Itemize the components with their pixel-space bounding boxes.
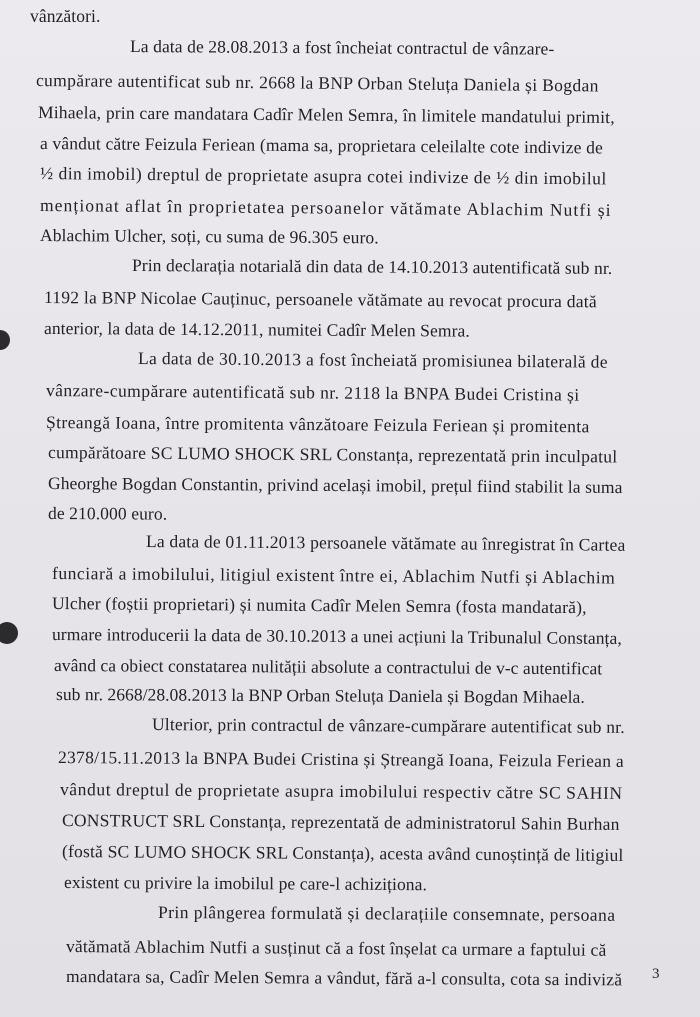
text-line: (fostă SC LUMO SHOCK SRL Constanța), acesta având cunoștință de litigiul	[61, 841, 624, 865]
text-line: funciară a imobilului, litigiul existent între ei, Ablachim Nutfi și Ablachim	[51, 563, 616, 588]
text-line: de 210.000 euro.	[47, 503, 168, 524]
text-line: La data de 28.08.2013 a fost încheiat contractul de vânzare-	[129, 36, 555, 59]
text-line: vândut dreptul de proprietate asupra imobilului respectiv către SC SAHIN	[59, 779, 623, 803]
punch-hole-top	[0, 330, 10, 350]
text-line: La data de 01.11.2013 persoanele vătămate au înregistrat în Cartea	[145, 531, 626, 555]
text-line: vătămată Ablachim Nutfi a susținut că a fost înșelat ca urmare a faptului că	[65, 936, 607, 960]
text-line: vânzători.	[30, 6, 101, 26]
page-number: 3	[652, 966, 660, 982]
text-line: La data de 30.10.2013 a fost încheiată promisiunea bilaterală de	[137, 348, 609, 372]
text-line: 1192 la BNP Nicolae Cauținuc, persoanele vătămate au revocat procura dată	[43, 287, 597, 312]
text-line: Ulterior, prin contractul de vânzare-cumpărare autentificat sub nr.	[151, 714, 625, 737]
text-line: având ca obiect constatarea nulității absolute a contractului de v-c autentificat	[53, 655, 603, 679]
text-line: sub nr. 2668/28.08.2013 la BNP Orban Steluța Daniela și Bogdan Mihaela.	[55, 684, 585, 707]
text-line: vânzare-cumpărare autentificată sub nr. 2118 la BNPA Budei Cristina și	[45, 380, 580, 405]
punch-hole-middle	[0, 622, 18, 644]
text-line: Ulcher (foștii proprietari) și numita Cadîr Melen Semra (fosta mandatară),	[51, 593, 587, 618]
text-line: cumpărătoare SC LUMO SHOCK SRL Constanța, reprezentată prin inculpatul	[47, 442, 618, 467]
text-line: a vândut către Feizula Feriean (mama sa, proprietara celeilalte cote indivize de	[39, 133, 604, 158]
text-line: Ștreangă Ioana, între promitenta vânzătoare Feizula Feriean și promitenta	[45, 412, 590, 437]
text-line: Prin declarația notarială din data de 14.10.2013 autentificată sub nr.	[131, 255, 613, 278]
text-line: urmare introducerii la data de 30.10.2013 a unei acțiuni la Tribunalul Constanța,	[51, 624, 622, 648]
text-line: 2378/15.11.2013 la BNPA Budei Cristina și Ștreangă Ioana, Feizula Feriean a	[57, 747, 625, 771]
text-line: Ablachim Ulcher, soți, cu suma de 96.305 euro.	[39, 225, 379, 248]
text-line: anterior, la data de 14.12.2011, numitei Cadîr Melen Semra.	[43, 318, 470, 341]
text-line: Prin plângerea formulată și declarațiile consemnate, persoana	[157, 902, 616, 925]
text-line: ½ din imobil) dreptul de proprietate asupra cotei indivize de ½ din imobilul	[39, 163, 607, 189]
text-line: mandatara sa, Cadîr Melen Semra a vândut, fără a-l consulta, cota sa indiviză	[65, 966, 623, 990]
text-line: Gheorghe Bogdan Constantin, privind același imobil, prețul fiind stabilit la suma	[47, 473, 623, 498]
text-line: CONSTRUCT SRL Constanța, reprezentată de administratorul Sahin Burhan	[61, 810, 620, 834]
text-line: menționat aflat în proprietatea persoanelor vătămate Ablachim Nutfi și	[39, 195, 612, 220]
text-line: existent cu privire la imobilul pe care-l achiziționa.	[63, 872, 428, 895]
text-line: cumpărare autentificat sub nr. 2668 la BNP Orban Steluța Daniela și Bogdan	[35, 70, 599, 96]
text-line: Mihaela, prin care mandatara Cadîr Melen Semra, în limitele mandatului primit,	[37, 102, 615, 128]
